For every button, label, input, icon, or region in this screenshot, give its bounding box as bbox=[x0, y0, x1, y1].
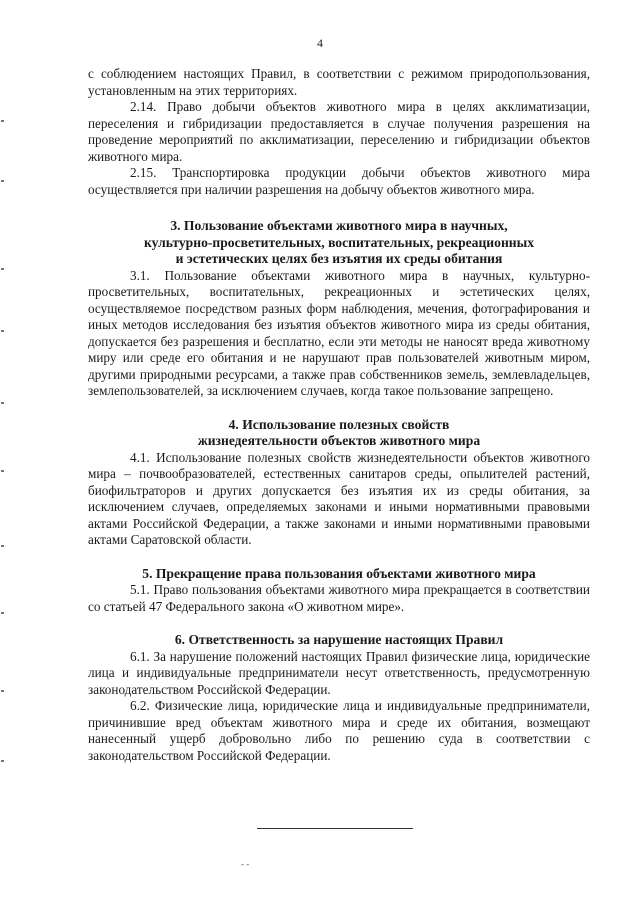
paragraph-5-1: 5.1. Право пользования объектами животного мира прекращается в соответствии со статьей 47 Федерального закона «О животном мире». bbox=[88, 582, 590, 614]
document-body bbox=[88, 66, 590, 764]
section-4-heading-line-1: 4. Использование полезных свойств bbox=[228, 416, 450, 432]
paragraph-2-14: 2.14. Право добычи объектов животного мира в целях акклиматизации, переселения и гибридизации предоставляется в случае получения разрешения на проведение мероприятий по акклиматизации, переселению и гибридизации объектов животного мира. bbox=[88, 99, 590, 164]
paragraph-continuation: с соблюдением настоящих Правил, в соответствии с режимом природопользования, установленным на этих территориях. bbox=[88, 66, 590, 98]
section-4-heading bbox=[88, 417, 590, 450]
closing-rule bbox=[257, 828, 413, 829]
paragraph-6-1: 6.1. За нарушение положений настоящих Правил физические лица, юридические лица и индивидуальные предприниматели несут ответственность, предусмотренную законодательством Российской Федерации. bbox=[88, 648, 590, 697]
footer-mark: - - bbox=[241, 859, 250, 869]
section-6-heading bbox=[88, 632, 590, 649]
paragraph-6-2: 6.2. Физические лица, юридические лица и индивидуальные предприниматели, причинившие вред объектам животного мира и среде их обитания, возмещают нанесенный ущерб добровольно либо по решению суда в соответствии с законодательством Российской Федерации. bbox=[88, 698, 590, 763]
section-3-heading-line-2: культурно-просветительных, воспитательных, рекреационных bbox=[143, 234, 535, 250]
section-3-heading bbox=[88, 218, 590, 268]
section-3-heading-line-3: и эстетических целях без изъятия их среды обитания bbox=[175, 251, 503, 266]
section-5-heading-line-1: 5. Прекращение права пользования объектами животного мира bbox=[142, 565, 536, 581]
section-4-heading-line-2: жизнедеятельности объектов животного мира bbox=[197, 433, 481, 448]
section-3-heading-line-1: 3. Пользование объектами животного мира в научных, bbox=[170, 218, 508, 233]
scan-edge-dots bbox=[0, 0, 6, 905]
paragraph-2-15: 2.15. Транспортировка продукции добычи объектов животного мира осуществляется при наличии разрешения на добычу объектов животного мира. bbox=[88, 165, 590, 197]
paragraph-4-1: 4.1. Использование полезных свойств жизнедеятельности объектов животного мира – почвообразователей, естественных санитаров среды, опылителей растений, биофильтраторов и других допускается без изъятия их из среды обитания, за исключением случаев, определяемых законами и иными нормативными правовыми актами Российской Федерации, а также законами и иными нормативными правовыми актами Саратовской области. bbox=[88, 449, 590, 547]
paragraph-3-1: 3.1. Пользование объектами животного мира в научных, культурно-просветительных, воспитательных, рекреационных и эстетических целях, осуществляемое посредством разных форм наблюдения, мечения, фотографирования и иных методов исследования без изъятия объектов животного мира из среды обитания, допускается без разрешения и бесплатно, если эти методы не наносят вреда животному миру или среде его обитания и не нарушают прав пользователей животным миром, другими природными ресурсами, а также прав собственников земель, землевладельцев, землепользователей, за исключением случаев, когда такое пользование запрещено. bbox=[88, 267, 590, 398]
section-6-heading-line-1: 6. Ответственность за нарушение настоящих Правил bbox=[174, 632, 504, 647]
section-5-heading bbox=[88, 566, 590, 583]
page-number: 4 bbox=[317, 36, 323, 50]
